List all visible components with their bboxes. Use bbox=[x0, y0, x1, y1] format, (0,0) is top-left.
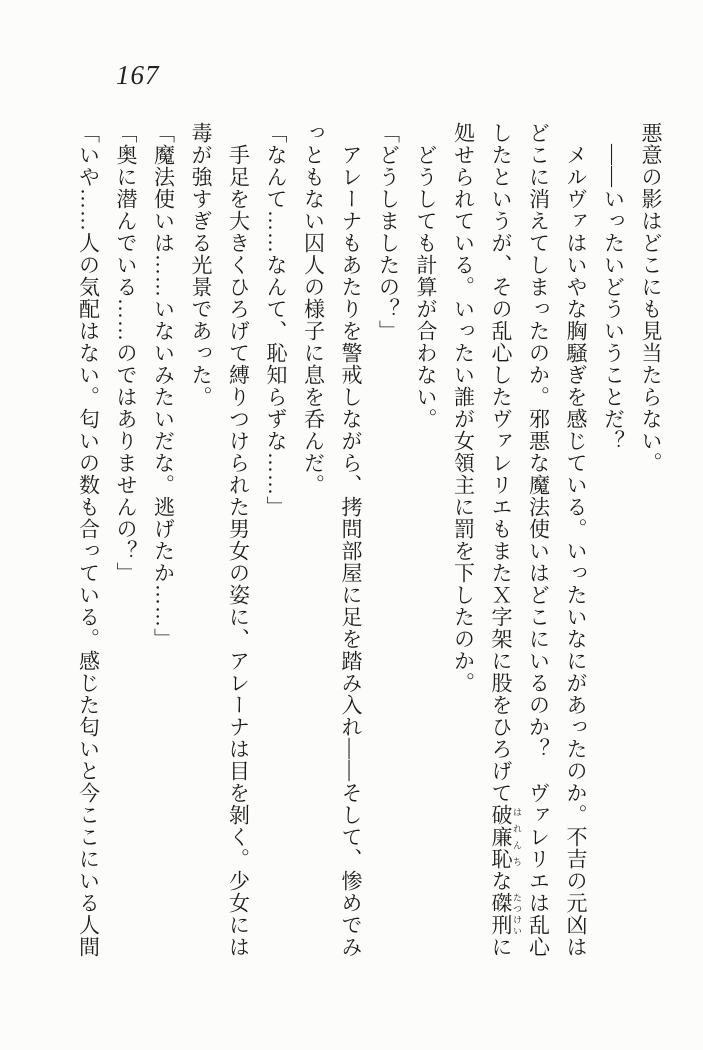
text-area bbox=[69, 122, 669, 964]
furigana: はれんち bbox=[512, 804, 522, 870]
paragraph: ――いったいどういうことだ？ bbox=[601, 144, 626, 452]
furigana: たつけい bbox=[512, 892, 522, 936]
ruby-annotated-word: 破廉恥 はれんち bbox=[489, 804, 522, 870]
ruby-annotated-word: 磔刑 たつけい bbox=[489, 892, 522, 936]
paragraph: 手足を大きくひろげて縛りつけられた男女の姿に、アレーナは目を剝く。少女には毒が強すぎる光景であった。 bbox=[189, 122, 251, 958]
paragraph: 「どうしましたの？」 bbox=[376, 122, 401, 342]
paragraph: 「いや……人の気配はない。匂いの数も合っている。感じた匂いと今ここにいる人間 bbox=[76, 122, 101, 958]
paragraph: 「なんて……なんて、恥知らずな……」 bbox=[264, 122, 288, 518]
page-number: 167 bbox=[116, 60, 160, 90]
paragraph: メルヴァはいやな胸騒ぎを感じている。いったいなにがあったのか。不吉の元凶はどこに消えてしまったのか。邪悪な魔法使いはどこにいるのか？ ヴァレリエは乱心したというが、その乱心したヴァレリエもまたＸ字架に股をひろげて破廉恥 はれんちな磔刑 たつけいに処せられている。いったい誰が女領主に罰を下したのか。 bbox=[451, 122, 588, 958]
paragraph: どうしても計算が合わない。 bbox=[414, 144, 438, 430]
paragraph: 悪意の影はどこにも見当たらない。 bbox=[639, 122, 663, 474]
paragraph: 「奥に潜んでいる……のではありませんの？」 bbox=[114, 122, 138, 584]
paragraph: アレーナもあたりを警戒しながら、拷問部屋に足を踏み入れ――そして、惨めでみっともない囚人の様子に息を呑んだ。 bbox=[301, 122, 363, 958]
paragraph: 「魔法使いは……いないみたいだな。逃げたか……」 bbox=[151, 122, 176, 650]
